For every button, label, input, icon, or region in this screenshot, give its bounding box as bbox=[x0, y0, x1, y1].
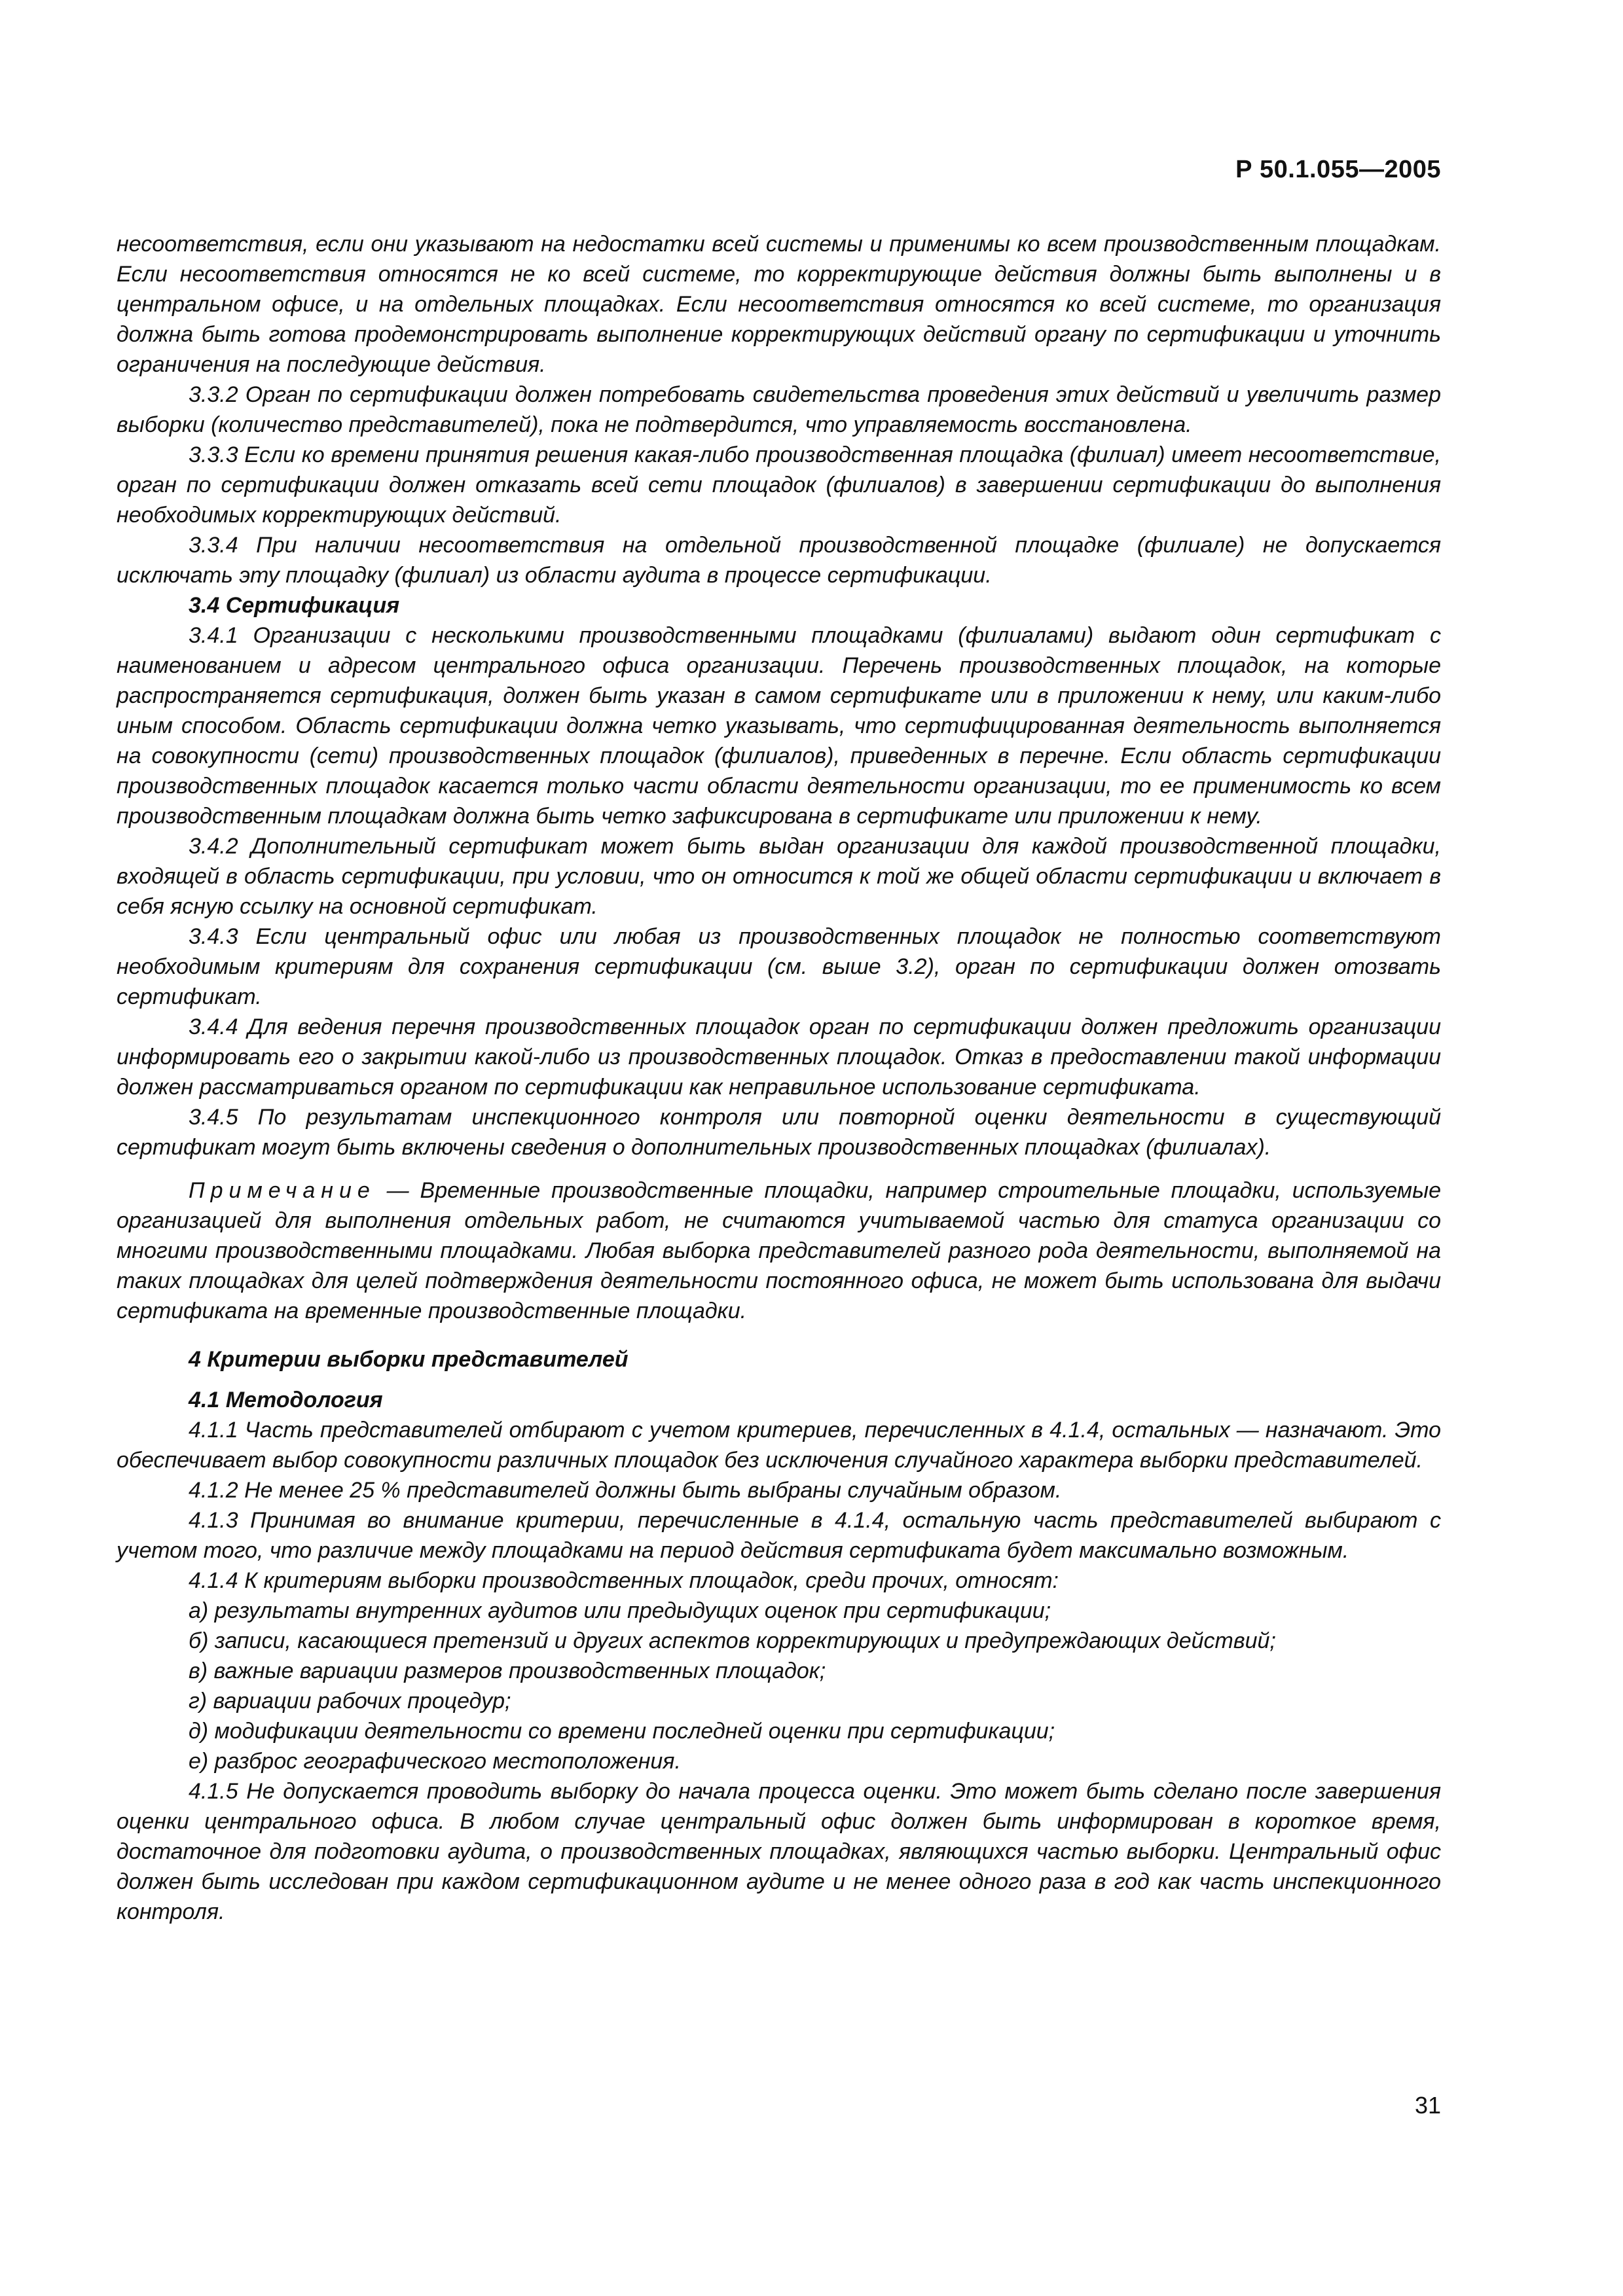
heading-section-4: 4 Критерии выборки представителей bbox=[189, 1347, 629, 1372]
document-body bbox=[117, 229, 1441, 1927]
list-item-d: д) модификации деятельности со времени последней оценки при сертификации; bbox=[189, 1719, 1055, 1744]
list-item-g: г) вариации рабочих процедур; bbox=[189, 1689, 511, 1713]
paragraph-4-1-2: 4.1.2 Не менее 25 % представителей должны быть выбраны случайным образом. bbox=[189, 1478, 1062, 1503]
page-number: 31 bbox=[1414, 2092, 1441, 2119]
list-item-e: е) разброс географического местоположения. bbox=[189, 1749, 681, 1774]
list-item-a: а) результаты внутренних аудитов или предыдущих оценок при сертификации; bbox=[189, 1598, 1051, 1623]
heading-4-1: 4.1 Методология bbox=[189, 1388, 383, 1412]
paragraph-3-4-2: 3.4.2 Дополнительный сертификат может быть выдан организации для каждой производственной площадки, входящей в область сертификации, при условии, что он относится к той же общей области сертификации и включает в себя ясную ссылку на основной сертификат. bbox=[117, 834, 1441, 919]
paragraph-4-1-5: 4.1.5 Не допускается проводить выборку до начала процесса оценки. Это может быть сделано после завершения оценки центрального офиса. В любом случае центральный офис должен быть информирован в короткое время, достаточное для подготовки аудита, о производственных площадках, являющихся частью выборки. Центральный офис должен быть исследован при каждом сертификационном аудите и не менее одного раза в год как часть инспекционного контроля. bbox=[117, 1779, 1441, 1924]
heading-3-4: 3.4 Сертификация bbox=[189, 593, 400, 618]
paragraph-3-4-5: 3.4.5 По результатам инспекционного контроля или повторной оценки деятельности в существующий сертификат могут быть включены сведения о дополнительных производственных площадках (филиалах). bbox=[117, 1105, 1441, 1160]
note-label: Примечание bbox=[189, 1178, 376, 1203]
document-code: Р 50.1.055—2005 bbox=[1235, 156, 1441, 183]
paragraph-3-3-4: 3.3.4 При наличии несоответствия на отдельной производственной площадке (филиале) не допускается исключать эту площадку (филиал) из области аудита в процессе сертификации. bbox=[117, 533, 1441, 588]
paragraph-4-1-4: 4.1.4 К критериям выборки производственных площадок, среди прочих, относят: bbox=[189, 1568, 1059, 1593]
paragraph-4-1-1: 4.1.1 Часть представителей отбирают с учетом критериев, перечисленных в 4.1.4, остальных — назначают. Это обеспечивает выбор совокупности различных площадок без исключения случайного характера выборки представителей. bbox=[117, 1418, 1441, 1473]
paragraph-3-3-3: 3.3.3 Если ко времени принятия решения какая-либо производственная площадка (филиал) имеет несоответствие, орган по сертификации должен отказать всей сети площадок (филиалов) в завершении сертификации до выполнения необходимых корректирующих действий. bbox=[117, 442, 1441, 528]
list-item-v: в) важные вариации размеров производственных площадок; bbox=[189, 1659, 826, 1683]
paragraph-3-4-1: 3.4.1 Организации с несколькими производственными площадками (филиалами) выдают один сертификат с наименованием и адресом центрального офиса организации. Перечень производственных площадок, на которые распространяется сертификация, должен быть указан в самом сертификате или в приложении к нему, или каким-либо иным способом. Область сертификации должна четко указывать, что сертифицированная деятельность выполняется на совокупности (сети) производственных площадок (филиалов), приведенных в перечне. Если область сертификации производственных площадок касается только части области деятельности организации, то ее применимость ко всем производственным площадкам должна быть четко зафиксирована в сертификате или приложении к нему. bbox=[117, 623, 1441, 829]
list-item-b: б) записи, касающиеся претензий и других аспектов корректирующих и предупреждающих действий; bbox=[189, 1628, 1276, 1653]
paragraph-continuation: несоответствия, если они указывают на недостатки всей системы и применимы ко всем производственным площадкам. Если несоответствия относятся не ко всей системе, то корректирующие действия должны быть выполнены и в центральном офисе, и на отдельных площадках. Если несоответствия относятся ко всей системе, то организация должна быть готова продемонстрировать выполнение корректирующих действий органу по сертификации и уточнить ограничения на последующие действия. bbox=[117, 232, 1441, 377]
paragraph-3-4-4: 3.4.4 Для ведения перечня производственных площадок орган по сертификации должен предложить организации информировать его о закрытии какой-либо из производственных площадок. Отказ в предоставлении такой информации должен рассматриваться органом по сертификации как неправильное использование сертификата. bbox=[117, 1014, 1441, 1100]
note-paragraph bbox=[117, 1175, 1441, 1326]
paragraph-3-4-3: 3.4.3 Если центральный офис или любая из производственных площадок не полностью соответствуют необходимым критериям для сохранения сертификации (см. выше 3.2), орган по сертификации должен отозвать сертификат. bbox=[117, 924, 1441, 1009]
paragraph-3-3-2: 3.3.2 Орган по сертификации должен потребовать свидетельства проведения этих действий и увеличить размер выборки (количество представителей), пока не подтвердится, что управляемость восстановлена. bbox=[117, 382, 1441, 437]
paragraph-4-1-3: 4.1.3 Принимая во внимание критерии, перечисленные в 4.1.4, остальную часть представителей выбирают с учетом того, что различие между площадками на период действия сертификата будет максимально возможным. bbox=[117, 1508, 1441, 1563]
note-text: — Временные производственные площадки, например строительные площадки, используемые организацией для выполнения отдельных работ, не считаются учитываемой частью для статуса организации со многими производственными площадками. Любая выборка представителей разного рода деятельности, выполняемой на таких площадках для целей подтверждения деятельности постоянного офиса, не может быть использована для выдачи сертификата на временные производственные площадки. bbox=[117, 1178, 1441, 1323]
